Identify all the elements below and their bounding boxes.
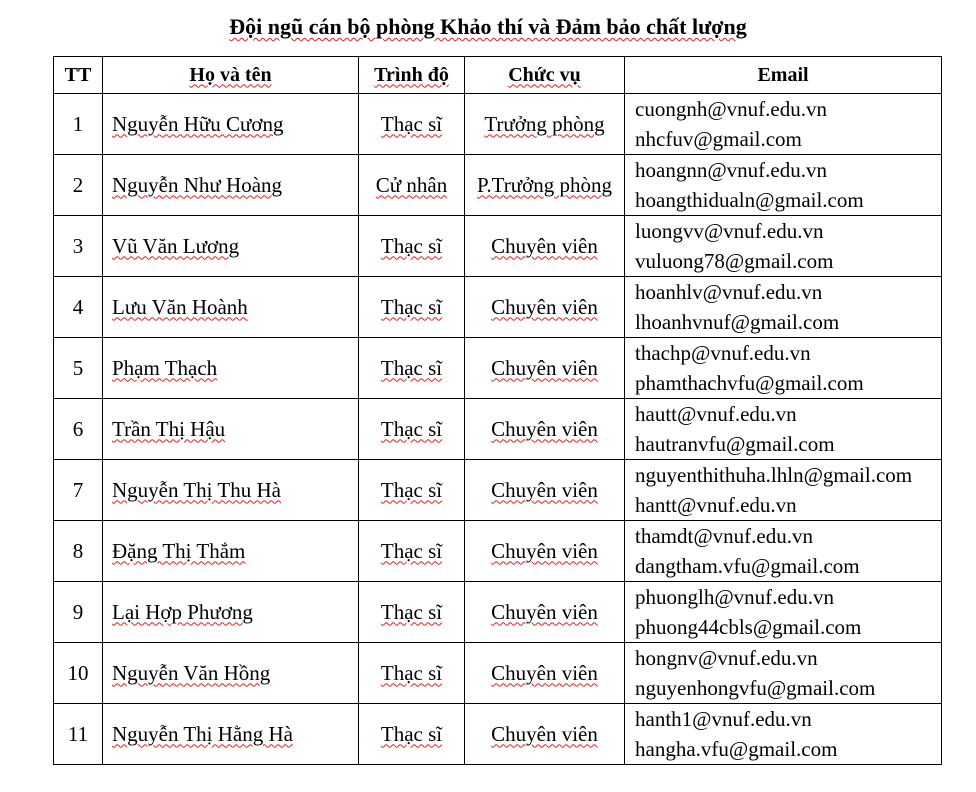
cell-name: Nguyễn Thị Hằng Hà — [103, 704, 359, 765]
cell-degree: Thạc sĩ — [359, 582, 465, 643]
cell-degree: Thạc sĩ — [359, 704, 465, 765]
email-secondary[interactable]: hangha.vfu@gmail.com — [635, 737, 838, 761]
cell-tt: 11 — [54, 704, 103, 765]
cell-name: Nguyễn Văn Hồng — [103, 643, 359, 704]
table-row — [54, 399, 942, 460]
email-primary[interactable]: hoanhlv@vnuf.edu.vn — [635, 280, 823, 304]
email-secondary[interactable]: lhoanhvnuf@gmail.com — [635, 310, 840, 334]
email-secondary[interactable]: nguyenhongvfu@gmail.com — [635, 676, 876, 700]
cell-email — [625, 521, 942, 582]
cell-email — [625, 155, 942, 216]
cell-email — [625, 582, 942, 643]
cell-degree: Thạc sĩ — [359, 460, 465, 521]
email-secondary[interactable]: hautranvfu@gmail.com — [635, 432, 835, 456]
table-row — [54, 643, 942, 704]
cell-tt: 4 — [54, 277, 103, 338]
staff-table — [53, 56, 942, 765]
cell-position: Chuyên viên — [465, 399, 625, 460]
email-secondary[interactable]: nhcfuv@gmail.com — [635, 127, 802, 151]
cell-degree: Thạc sĩ — [359, 521, 465, 582]
email-primary[interactable]: luongvv@vnuf.edu.vn — [635, 219, 824, 243]
table-row — [54, 277, 942, 338]
cell-tt: 6 — [54, 399, 103, 460]
table-row — [54, 521, 942, 582]
email-primary[interactable]: hautt@vnuf.edu.vn — [635, 402, 797, 426]
cell-tt: 8 — [54, 521, 103, 582]
cell-position: Chuyên viên — [465, 216, 625, 277]
cell-tt: 9 — [54, 582, 103, 643]
table-row — [54, 94, 942, 155]
cell-position: Chuyên viên — [465, 460, 625, 521]
cell-name: Đặng Thị Thắm — [103, 521, 359, 582]
table-body — [54, 94, 942, 765]
table-row — [54, 155, 942, 216]
cell-tt: 7 — [54, 460, 103, 521]
email-primary[interactable]: phuonglh@vnuf.edu.vn — [635, 585, 834, 609]
cell-degree: Thạc sĩ — [359, 94, 465, 155]
email-primary[interactable]: thamdt@vnuf.edu.vn — [635, 524, 813, 548]
email-primary[interactable]: thachp@vnuf.edu.vn — [635, 341, 811, 365]
header-email: Email — [625, 57, 942, 94]
table-row — [54, 582, 942, 643]
cell-name: Lại Hợp Phương — [103, 582, 359, 643]
table-row — [54, 704, 942, 765]
cell-position: Chuyên viên — [465, 582, 625, 643]
email-primary[interactable]: nguyenthithuha.lhln@gmail.com — [635, 463, 913, 487]
cell-email — [625, 399, 942, 460]
cell-name: Lưu Văn Hoành — [103, 277, 359, 338]
email-primary[interactable]: cuongnh@vnuf.edu.vn — [635, 97, 827, 121]
email-secondary[interactable]: dangtham.vfu@gmail.com — [635, 554, 860, 578]
header-degree: Trình độ — [359, 57, 465, 94]
email-primary[interactable]: hongnv@vnuf.edu.vn — [635, 646, 818, 670]
cell-email — [625, 338, 942, 399]
table-row — [54, 338, 942, 399]
cell-position: Chuyên viên — [465, 704, 625, 765]
cell-name: Nguyễn Hữu Cương — [103, 94, 359, 155]
cell-tt: 10 — [54, 643, 103, 704]
cell-tt: 3 — [54, 216, 103, 277]
email-primary[interactable]: hoangnn@vnuf.edu.vn — [635, 158, 827, 182]
email-primary[interactable]: hanth1@vnuf.edu.vn — [635, 707, 812, 731]
header-name: Họ và tên — [103, 57, 359, 94]
cell-email — [625, 643, 942, 704]
cell-tt: 2 — [54, 155, 103, 216]
cell-email — [625, 94, 942, 155]
cell-position: Chuyên viên — [465, 338, 625, 399]
cell-email — [625, 216, 942, 277]
cell-name: Nguyễn Như Hoàng — [103, 155, 359, 216]
cell-position: Chuyên viên — [465, 277, 625, 338]
table-row — [54, 460, 942, 521]
cell-degree: Thạc sĩ — [359, 216, 465, 277]
header-tt: TT — [54, 57, 103, 94]
table-header-row — [54, 57, 942, 94]
cell-degree: Thạc sĩ — [359, 399, 465, 460]
cell-name: Vũ Văn Lương — [103, 216, 359, 277]
cell-degree: Thạc sĩ — [359, 277, 465, 338]
cell-tt: 1 — [54, 94, 103, 155]
cell-degree: Thạc sĩ — [359, 643, 465, 704]
cell-position: Chuyên viên — [465, 521, 625, 582]
email-secondary[interactable]: phuong44cbls@gmail.com — [635, 615, 862, 639]
cell-email — [625, 460, 942, 521]
cell-degree: Cử nhân — [359, 155, 465, 216]
email-secondary[interactable]: hoangthidualn@gmail.com — [635, 188, 864, 212]
cell-name: Nguyễn Thị Thu Hà — [103, 460, 359, 521]
cell-name: Trần Thị Hậu — [103, 399, 359, 460]
cell-email — [625, 704, 942, 765]
cell-position: Chuyên viên — [465, 643, 625, 704]
cell-tt: 5 — [54, 338, 103, 399]
email-secondary[interactable]: hantt@vnuf.edu.vn — [635, 493, 797, 517]
document-title-text: Đội ngũ cán bộ phòng Khảo thí và Đảm bảo chất lượng — [229, 14, 747, 39]
cell-degree: Thạc sĩ — [359, 338, 465, 399]
cell-position: P.Trưởng phòng — [465, 155, 625, 216]
email-secondary[interactable]: phamthachvfu@gmail.com — [635, 371, 864, 395]
cell-position: Trưởng phòng — [465, 94, 625, 155]
email-secondary[interactable]: vuluong78@gmail.com — [635, 249, 834, 273]
header-position: Chức vụ — [465, 57, 625, 94]
table-row — [54, 216, 942, 277]
cell-email — [625, 277, 942, 338]
document-title — [0, 12, 976, 42]
cell-name: Phạm Thạch — [103, 338, 359, 399]
